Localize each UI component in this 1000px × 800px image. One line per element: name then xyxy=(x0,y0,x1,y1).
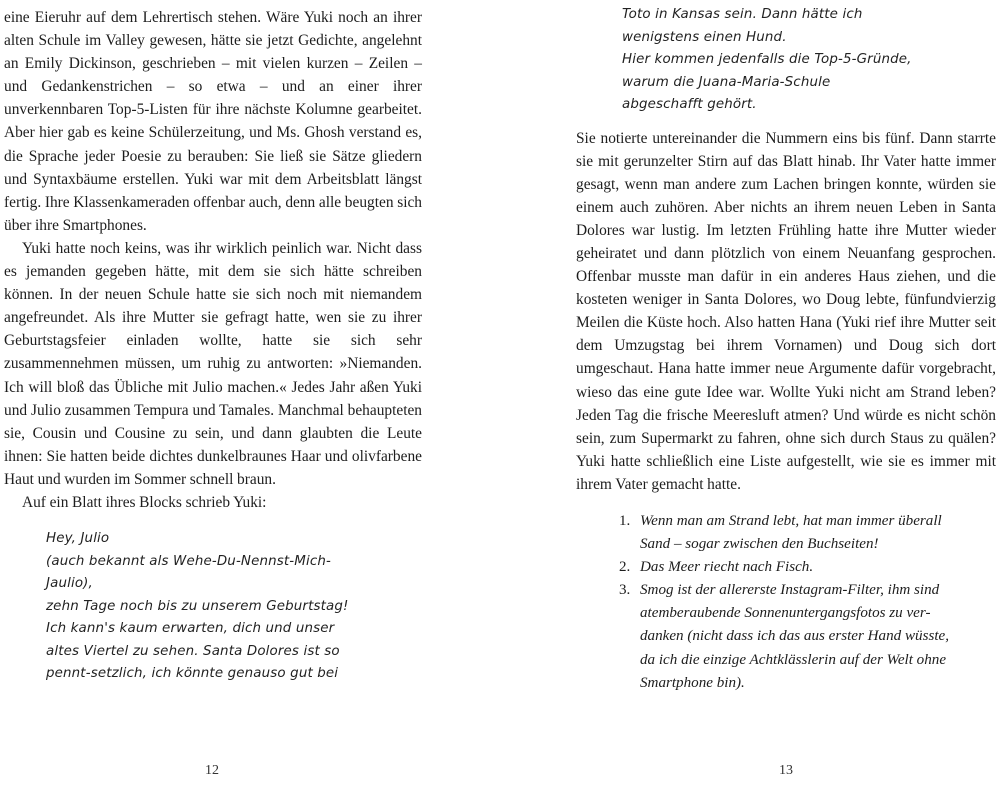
note-line: abgeschafft gehört. xyxy=(622,97,757,112)
left-text-column xyxy=(4,6,422,686)
list-item xyxy=(576,510,996,556)
page-number: 13 xyxy=(779,763,793,778)
list-line: danken (nicht dass ich das aus erster Hand wüsste, xyxy=(640,628,949,645)
note-line: zehn Tage noch bis zu unserem Geburtstag! xyxy=(46,598,349,614)
list-number: 2. xyxy=(619,559,631,576)
list-line: Smartphone bin). xyxy=(640,674,745,691)
paragraph: Auf ein Blatt ihres Blocks schrieb Yuki: xyxy=(22,493,267,511)
page-number: 12 xyxy=(205,763,219,778)
list-line: atemberaubende Sonnenuntergangsfotos zu ver- xyxy=(640,605,931,622)
handwritten-note xyxy=(576,4,996,117)
handwritten-note xyxy=(4,528,422,686)
list-line: Wenn man am Strand lebt, hat man immer überall xyxy=(640,513,942,529)
note-line: warum die Juana-Maria-Schule xyxy=(622,74,831,90)
list-number: 1. xyxy=(619,513,631,529)
note-line: wenigstens einen Hund. xyxy=(622,29,787,45)
note-line: altes Viertel zu sehen. Santa Dolores ist so xyxy=(46,643,340,659)
list-line: Das Meer riecht nach Fisch. xyxy=(640,559,814,576)
note-line: Hier kommen jedenfalls die Top-5-Gründe, xyxy=(622,52,912,67)
note-line: Ich kann's kaum erwarten, dich und unser xyxy=(46,621,335,637)
paragraph: Yuki hatte noch keins, was ihr wirklich peinlich war. Nicht dass es jemanden gegeben hätte, mit dem sie sich hätte schreiben können. In der neuen Schule hatte sie sich noch mit niemandem angefreundet. Als ihre Mutter sie gefragt hatte, wen sie zu ihrer Geburtstagsfeier einladen wollte, hatte sie sich sehr zusammennehmen müssen, um ruhig zu antworten: »Niemanden. Ich will bloß das Übliche mit Julio machen.« Jedes Jahr aßen Yuki und Julio zusammen Tempura und Tamales. Manchmal behaupteten sie, Cousin und Cousine zu sein, und dann glaubten die Leute ihnen: Sie hatten beide dichtes dunkelbraunes Haar und olivfarbene Haut und wurden im Sommer schnell braun. xyxy=(4,239,422,488)
list-line: Smog ist der allererste Instagram-Filter, ihm sind xyxy=(640,582,940,599)
list-line: da ich die einzige Achtklässlerin auf der Welt ohne xyxy=(640,651,947,668)
note-line: pennt-setzlich, ich könnte genauso gut bei xyxy=(46,666,339,682)
note-line: Hey, Julio xyxy=(46,531,110,547)
list-number: 3. xyxy=(619,582,631,599)
reasons-list xyxy=(576,510,996,695)
paragraph: eine Eieruhr auf dem Lehrertisch stehen. Wäre Yuki noch an ihrer alten Schule im Valley gewesen, hätte sie jetzt Gedichte, angelehnt an Emily Dickinson, geschrieben – mit vielen kurzen – Zeilen – und Gedankenstrichen – so etwa – und an einer ihrer unverkennbaren Top-5-Listen für ihre nächste Kolumne gearbeitet. Aber hier gab es keine Schülerzeitung, und Ms. Ghosh verstand es, die Sprache jeder Poesie zu berauben: Sie ließ sie Sätze gliedern und Syntaxbäume erstellen. Yuki war mit dem Arbeitsblatt längst fertig. Ihre Klassenkameraden offenbar auch, denn alle beugten sich über ihre Smartphones. xyxy=(4,9,422,234)
note-line: Toto in Kansas sein. Dann hätte ich xyxy=(622,7,863,22)
right-text-column xyxy=(576,6,996,695)
paragraph: Sie notierte untereinander die Nummern eins bis fünf. Dann starrte sie mit gerunzelter Stirn auf das Blatt hinab. Ihr Vater hatte immer gesagt, wenn man andere zum Lachen bringen konnte, würden sie einem auch zuhören. Aber nichts an ihrem neuen Leben in Santa Dolores war lustig. Im letzten Frühling hatte ihre Mutter wieder geheiratet und dann plötzlich von einem Neuanfang gesprochen. Offenbar musste man dafür in ein anderes Haus ziehen, und die kosteten weniger in Santa Dolores, wo Doug lebte, fünfundvierzig Meilen die Küste hoch. Also hatten Hana (Yuki rief ihre Mutter seit dem Umzugstag bei ihrem Vornamen) und Doug sich dort umgeschaut. Hana hatte immer neue Argumente dafür vorgebracht, wieso das eine gute Idee war. Wollte Yuki nicht am Strand leben? Jeden Tag die frische Meeresluft atmen? Und würde es nicht schön sein, zum Supermarkt zu fahren, ohne sich durch Staus zu quälen? Yuki hatte schließlich eine Liste aufgestellt, wie sie es immer mit ihrem Vater gemacht hatte. xyxy=(576,129,996,493)
note-line: Jaulio), xyxy=(46,576,93,592)
note-line: (auch bekannt als Wehe-Du-Nennst-Mich- xyxy=(46,553,331,569)
right-page xyxy=(500,0,1000,800)
list-line: Sand – sogar zwischen den Buchseiten! xyxy=(640,536,879,553)
list-item xyxy=(576,556,996,579)
list-item xyxy=(576,579,996,694)
